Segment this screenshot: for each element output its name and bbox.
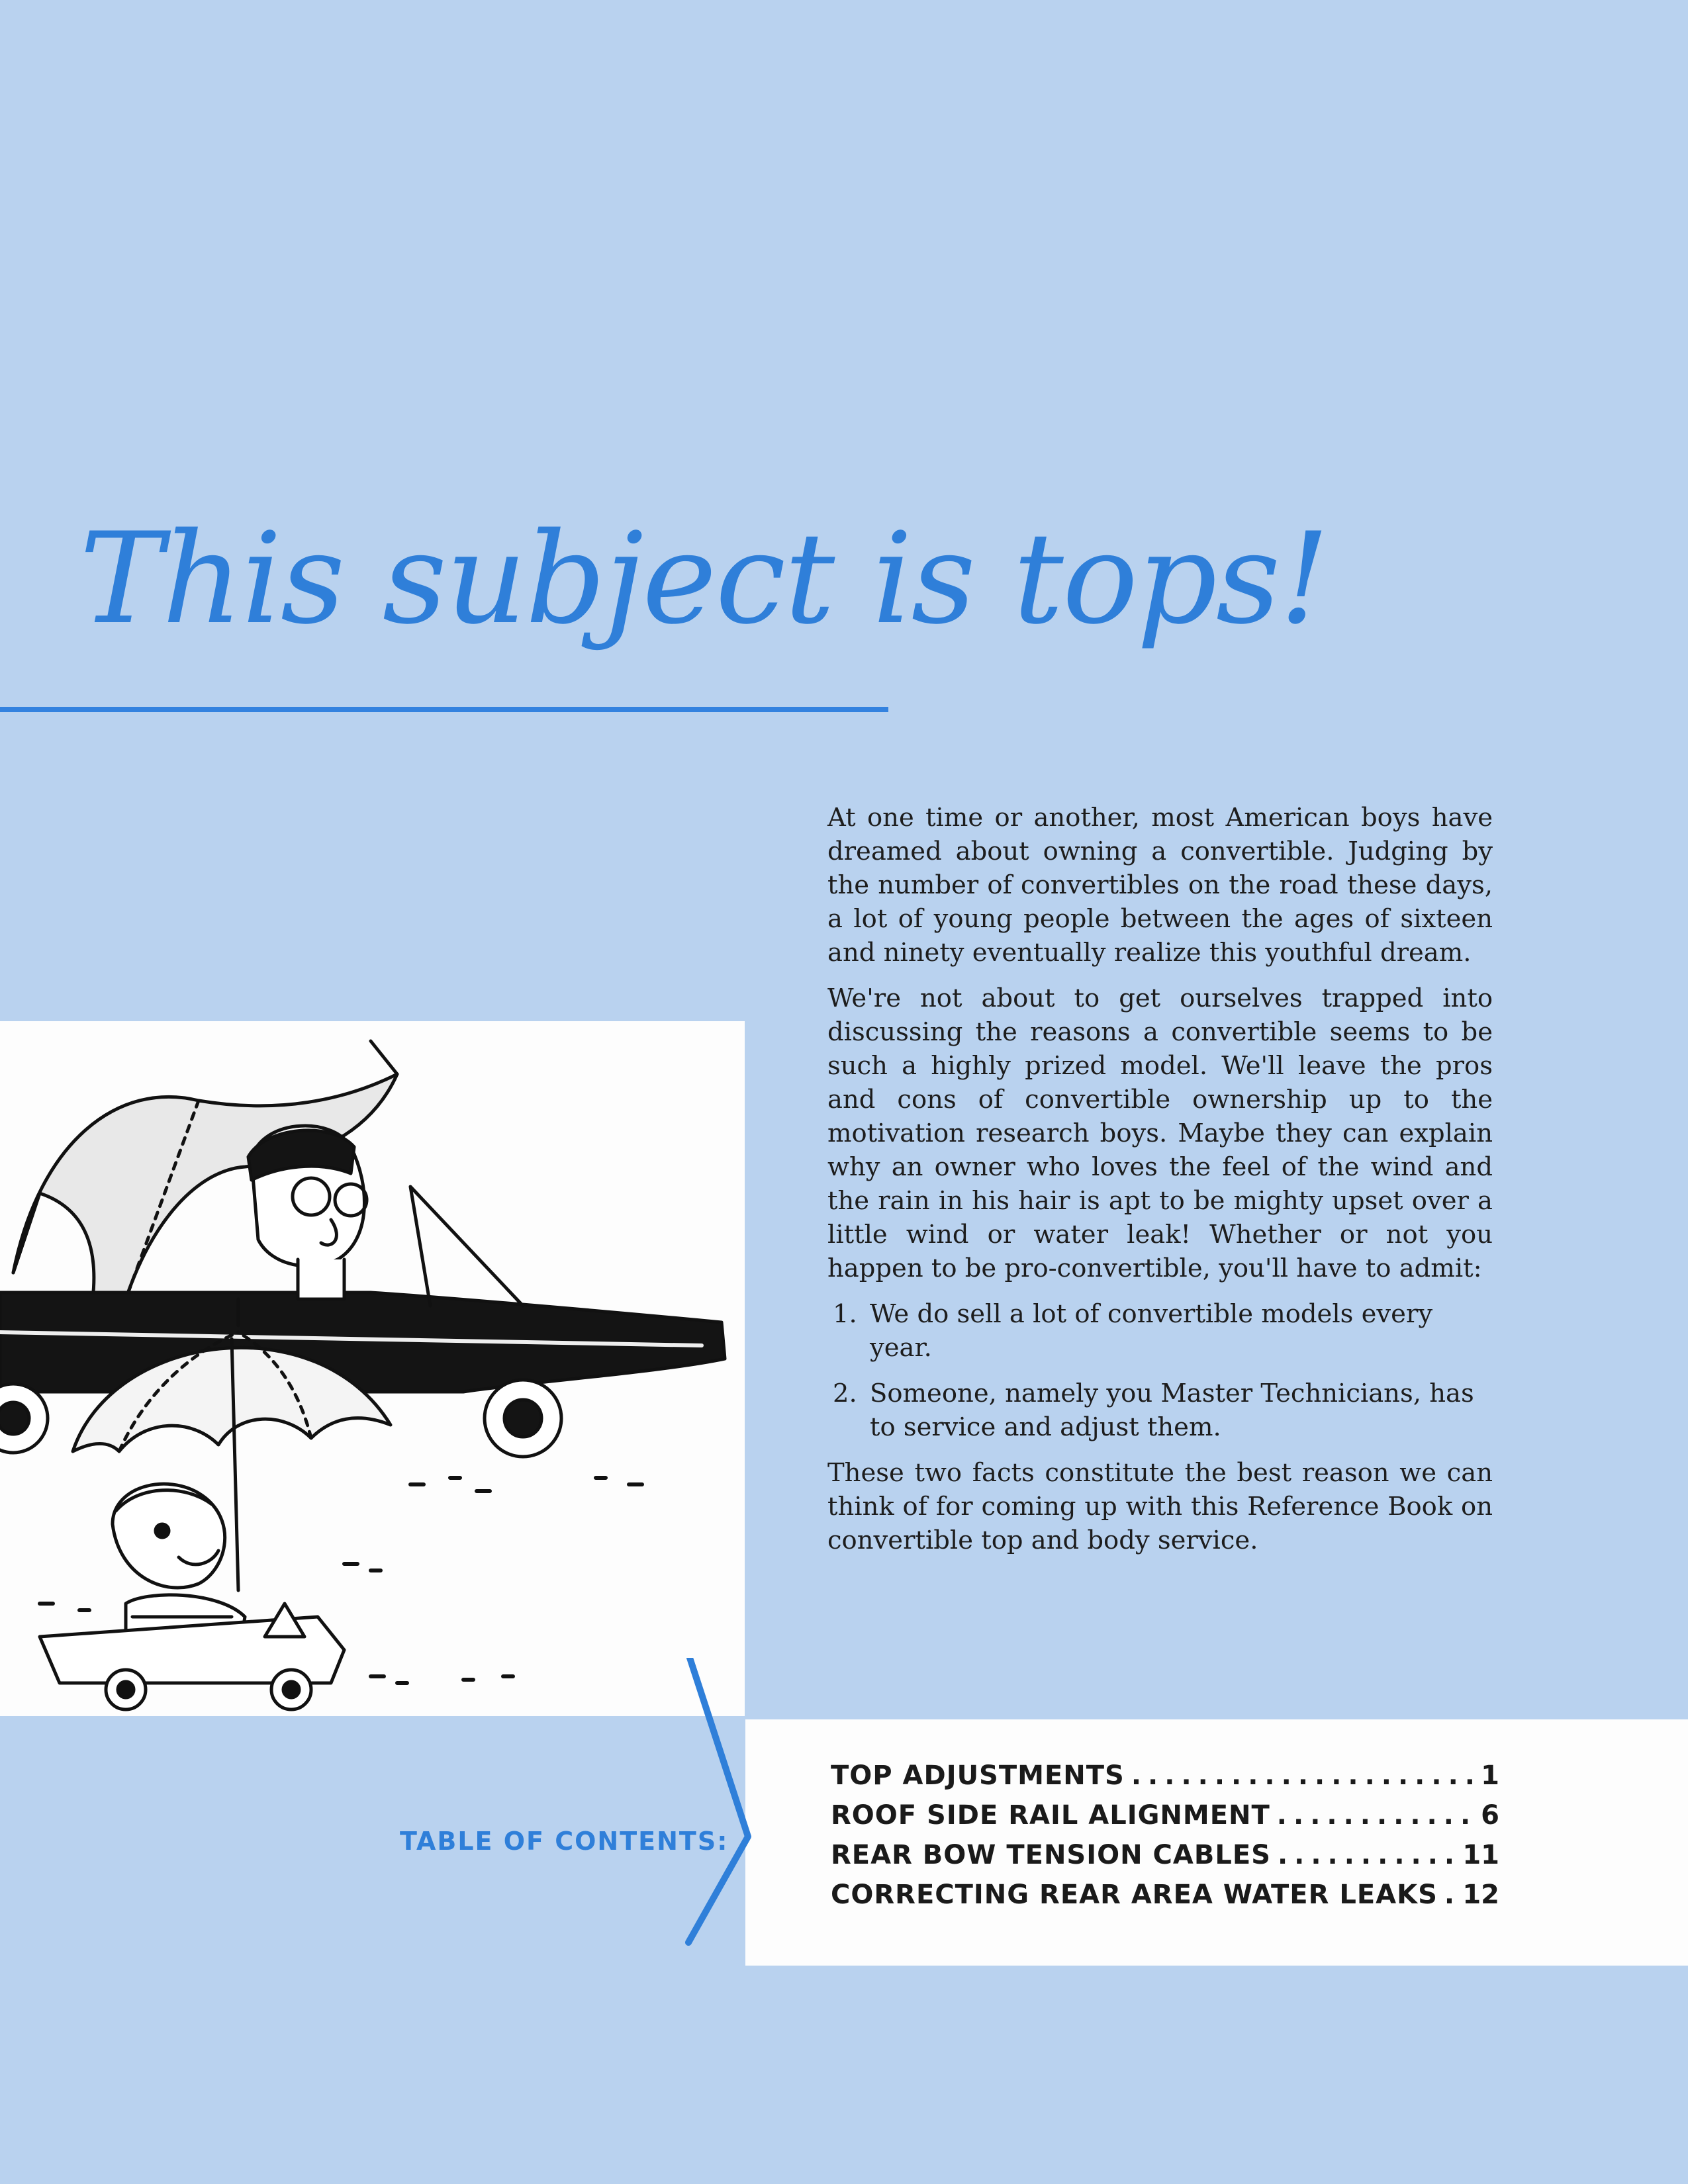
body-text (827, 801, 1493, 1569)
toc-list (831, 1760, 1499, 1919)
toc-entry[interactable] (831, 1880, 1499, 1919)
driver-icon (248, 1126, 367, 1299)
list-text: Someone, namely you Master Technicians, has to service and adjust them. (870, 1379, 1474, 1442)
toc-entry[interactable] (831, 1800, 1499, 1840)
toc-entry-title: CORRECTING REAR AREA WATER LEAKS (831, 1880, 1438, 1910)
list-number: 1. (833, 1299, 857, 1329)
toc-entry-title: ROOF SIDE RAIL ALIGNMENT (831, 1800, 1270, 1831)
toc-entry[interactable] (831, 1840, 1499, 1880)
toc-entry-page: 12 (1462, 1880, 1499, 1910)
toc-entry-title: TOP ADJUSTMENTS (831, 1760, 1125, 1791)
headline: This subject is tops! (79, 506, 1329, 652)
toc-entry-page: 6 (1481, 1800, 1499, 1831)
toc-label: TABLE OF CONTENTS: (400, 1827, 729, 1856)
toc-entry-page: 11 (1462, 1840, 1499, 1870)
chevron-divider-icon (682, 1658, 774, 1949)
facts-list (827, 1297, 1493, 1444)
list-number: 2. (833, 1379, 857, 1408)
toc-leader-dots (1277, 1800, 1474, 1831)
list-text: We do sell a lot of convertible models every year. (870, 1299, 1433, 1363)
list-item (827, 1377, 1493, 1444)
toc-entry[interactable] (831, 1760, 1499, 1800)
toc-entry-page: 1 (1481, 1760, 1499, 1791)
toc-leader-dots (1278, 1840, 1456, 1870)
paragraph-reasons: We're not about to get ourselves trapped into discussing the reasons a convertible seems to be such a highly prized model. We'll leave the pros and cons of convertible ownership up to the motivation research boys. Maybe they can explain why an owner who loves the feel of the wind and the rain in his hair is apt to be mighty upset over a little wind or water leak! Whether or not you happen to be pro-convertible, you'll have to admit: (827, 983, 1493, 1283)
paragraph-intro: At one time or another, most American boys have dreamed about owning a convertible. Judging by the number of convertibles on the road these days, a lot of young people between the ages of sixteen and ninety eventually realize this youthful dream. (827, 803, 1493, 968)
toc-leader-dots (1444, 1880, 1456, 1910)
toc-leader-dots (1131, 1760, 1474, 1791)
paragraph-closing: These two facts constitute the best reason we can think of for coming up with this Reference Book on convertible top and body service. (827, 1458, 1493, 1555)
list-item (827, 1297, 1493, 1365)
convertible-cartoon-illustration (0, 1021, 745, 1716)
headline-underline (0, 707, 888, 712)
toc-entry-title: REAR BOW TENSION CABLES (831, 1840, 1271, 1870)
